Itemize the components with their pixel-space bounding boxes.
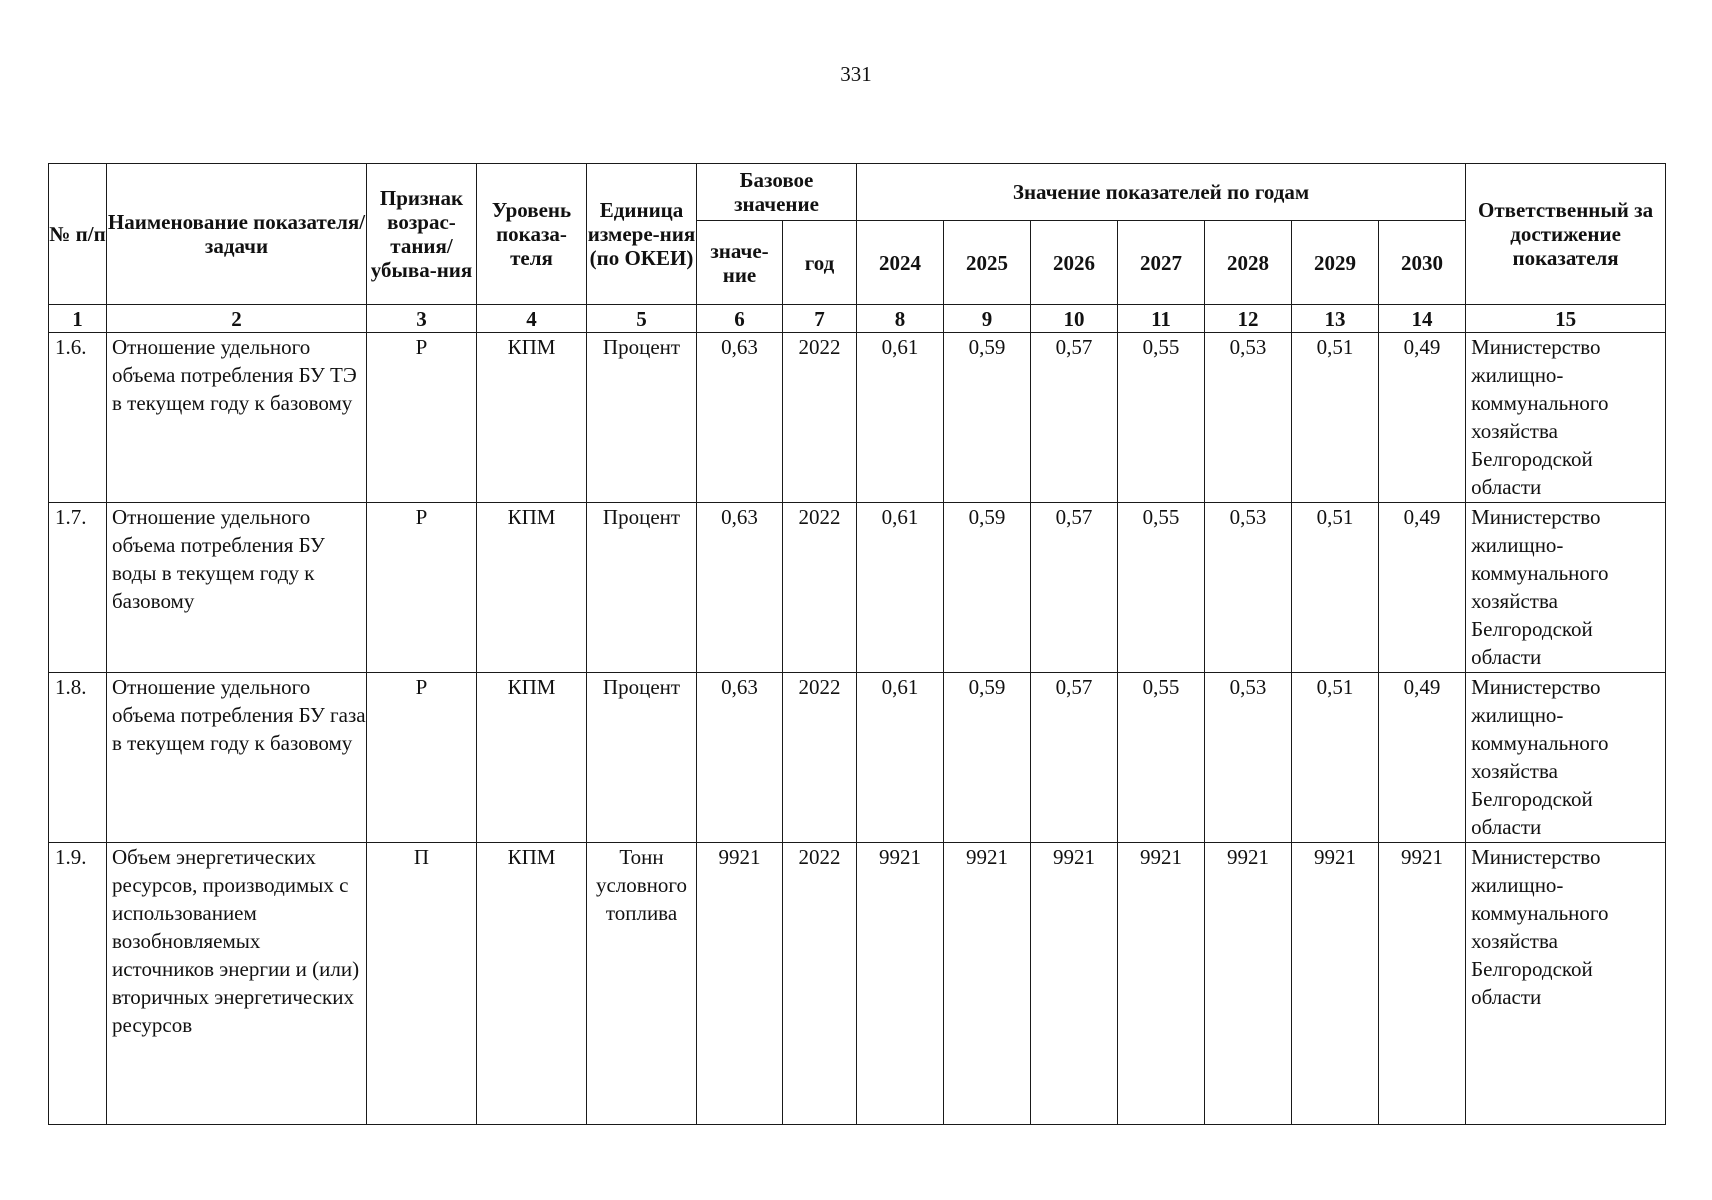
column-number: 14 (1379, 305, 1466, 333)
year-value: 9921 (857, 843, 944, 1125)
base-value: 0,63 (697, 333, 783, 503)
year-value: 0,51 (1292, 673, 1379, 843)
indicator-level: КПМ (477, 673, 587, 843)
column-number: 3 (367, 305, 477, 333)
header-year: 2028 (1205, 221, 1292, 305)
header-year: 2029 (1292, 221, 1379, 305)
column-number: 6 (697, 305, 783, 333)
year-value: 0,57 (1031, 503, 1118, 673)
year-value: 0,55 (1118, 333, 1205, 503)
header-trend: Признак возрас-тания/ убыва-ния (367, 164, 477, 305)
header-responsible: Ответственный за достижение показателя (1466, 164, 1666, 305)
header-base-year: год (783, 221, 857, 305)
year-value: 0,53 (1205, 673, 1292, 843)
header-level: Уровень показа-теля (477, 164, 587, 305)
row-number: 1.8. (49, 673, 107, 843)
column-number: 7 (783, 305, 857, 333)
table-row (49, 843, 1666, 1125)
year-value: 0,59 (944, 673, 1031, 843)
indicator-level: КПМ (477, 843, 587, 1125)
trend-sign: П (367, 843, 477, 1125)
header-base-group: Базовое значение (697, 164, 857, 221)
header-year: 2027 (1118, 221, 1205, 305)
year-value: 9921 (1292, 843, 1379, 1125)
header-name: Наименование показателя/задачи (107, 164, 367, 305)
trend-sign: Р (367, 503, 477, 673)
indicator-name: Отношение удельного объема потребления БУ ТЭ в текущем году к базовому (107, 333, 367, 503)
indicator-name: Отношение удельного объема потребления БУ воды в текущем году к базовому (107, 503, 367, 673)
header-row-top (49, 164, 1666, 221)
row-number: 1.6. (49, 333, 107, 503)
base-value: 0,63 (697, 503, 783, 673)
year-value: 0,59 (944, 333, 1031, 503)
year-value: 9921 (944, 843, 1031, 1125)
year-value: 0,51 (1292, 503, 1379, 673)
responsible: Министерство жилищно-коммунального хозяйства Белгородской области (1466, 843, 1666, 1125)
trend-sign: Р (367, 673, 477, 843)
base-value: 0,63 (697, 673, 783, 843)
trend-sign: Р (367, 333, 477, 503)
responsible: Министерство жилищно-коммунального хозяйства Белгородской области (1466, 333, 1666, 503)
column-number: 12 (1205, 305, 1292, 333)
column-number: 13 (1292, 305, 1379, 333)
base-year: 2022 (783, 843, 857, 1125)
indicator-level: КПМ (477, 333, 587, 503)
year-value: 0,59 (944, 503, 1031, 673)
year-value: 9921 (1379, 843, 1466, 1125)
column-number: 10 (1031, 305, 1118, 333)
year-value: 9921 (1031, 843, 1118, 1125)
header-unit: Единица измере-ния (по ОКЕИ) (587, 164, 697, 305)
indicator-level: КПМ (477, 503, 587, 673)
header-year: 2026 (1031, 221, 1118, 305)
header-year: 2025 (944, 221, 1031, 305)
column-number: 8 (857, 305, 944, 333)
indicator-name: Отношение удельного объема потребления БУ газа в текущем году к базовому (107, 673, 367, 843)
base-year: 2022 (783, 333, 857, 503)
table-row (49, 673, 1666, 843)
indicator-name: Объем энергетических ресурсов, производимых с использованием возобновляемых источников энергии и (или) вторичных энергетических ресурсов (107, 843, 367, 1125)
header-year: 2024 (857, 221, 944, 305)
column-number: 15 (1466, 305, 1666, 333)
table-row (49, 333, 1666, 503)
column-number: 1 (49, 305, 107, 333)
year-value: 0,51 (1292, 333, 1379, 503)
base-value: 9921 (697, 843, 783, 1125)
responsible: Министерство жилищно-коммунального хозяйства Белгородской области (1466, 673, 1666, 843)
row-number: 1.7. (49, 503, 107, 673)
year-value: 0,53 (1205, 333, 1292, 503)
header-no: № п/п (49, 164, 107, 305)
year-value: 9921 (1118, 843, 1205, 1125)
year-value: 0,49 (1379, 673, 1466, 843)
row-number: 1.9. (49, 843, 107, 1125)
unit: Тонн условного топлива (587, 843, 697, 1125)
base-year: 2022 (783, 503, 857, 673)
header-years-group: Значение показателей по годам (857, 164, 1466, 221)
page-number: 331 (840, 62, 872, 86)
column-number: 11 (1118, 305, 1205, 333)
unit: Процент (587, 673, 697, 843)
column-number: 4 (477, 305, 587, 333)
year-value: 9921 (1205, 843, 1292, 1125)
year-value: 0,57 (1031, 673, 1118, 843)
column-number: 9 (944, 305, 1031, 333)
year-value: 0,55 (1118, 673, 1205, 843)
indicators-table (48, 163, 1666, 1125)
column-number: 2 (107, 305, 367, 333)
year-value: 0,61 (857, 503, 944, 673)
year-value: 0,55 (1118, 503, 1205, 673)
base-year: 2022 (783, 673, 857, 843)
year-value: 0,57 (1031, 333, 1118, 503)
year-value: 0,61 (857, 333, 944, 503)
column-number: 5 (587, 305, 697, 333)
header-base-value: значе-ние (697, 221, 783, 305)
year-value: 0,61 (857, 673, 944, 843)
year-value: 0,53 (1205, 503, 1292, 673)
column-number-row (49, 305, 1666, 333)
year-value: 0,49 (1379, 333, 1466, 503)
header-year: 2030 (1379, 221, 1466, 305)
year-value: 0,49 (1379, 503, 1466, 673)
unit: Процент (587, 503, 697, 673)
table-row (49, 503, 1666, 673)
responsible: Министерство жилищно-коммунального хозяйства Белгородской области (1466, 503, 1666, 673)
unit: Процент (587, 333, 697, 503)
